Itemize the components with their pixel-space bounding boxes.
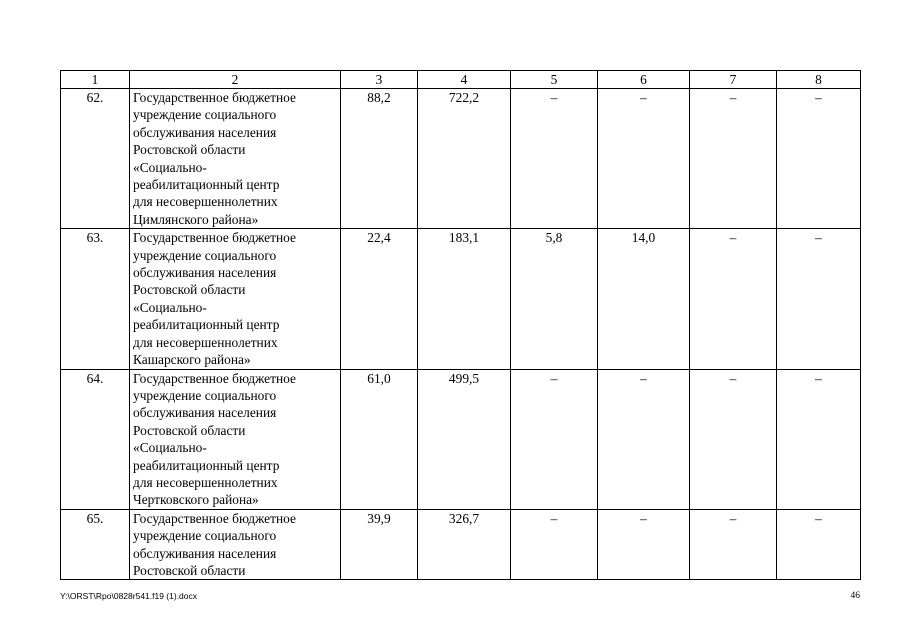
cell-col-3: 39,9 — [341, 509, 418, 580]
cell-col-6: – — [598, 509, 690, 580]
table-row — [61, 229, 861, 369]
column-header-4: 4 — [418, 71, 511, 89]
cell-col-3: 22,4 — [341, 229, 418, 369]
column-header-7: 7 — [690, 71, 777, 89]
cell-col-7: – — [690, 369, 777, 509]
cell-col-4: 183,1 — [418, 229, 511, 369]
column-header-3: 3 — [341, 71, 418, 89]
institution-name: Государственное бюджетное учреждение социального обслуживания населения Ростовской области — [130, 509, 341, 580]
column-number-row — [61, 71, 861, 89]
cell-col-7: – — [690, 229, 777, 369]
cell-col-6: – — [598, 89, 690, 229]
cell-col-5: – — [511, 89, 598, 229]
row-number: 65. — [61, 509, 130, 580]
column-header-8: 8 — [777, 71, 861, 89]
cell-col-8: – — [777, 89, 861, 229]
cell-col-4: 722,2 — [418, 89, 511, 229]
column-header-6: 6 — [598, 71, 690, 89]
column-header-5: 5 — [511, 71, 598, 89]
cell-col-7: – — [690, 89, 777, 229]
cell-col-8: – — [777, 509, 861, 580]
table-row — [61, 509, 861, 580]
cell-col-5: – — [511, 509, 598, 580]
cell-col-6: – — [598, 369, 690, 509]
cell-col-5: 5,8 — [511, 229, 598, 369]
column-header-2: 2 — [130, 71, 341, 89]
cell-col-8: – — [777, 229, 861, 369]
cell-col-3: 61,0 — [341, 369, 418, 509]
cell-col-8: – — [777, 369, 861, 509]
budget-table — [60, 70, 861, 580]
cell-col-4: 326,7 — [418, 509, 511, 580]
institution-name: Государственное бюджетное учреждение социального обслуживания населения Ростовской области «Социально- реабилитационный центр для несовершеннолетних Чертковского района» — [130, 369, 341, 509]
cell-col-5: – — [511, 369, 598, 509]
file-path-footer: Y:\ORST\Rpo\0828r541.f19 (1).docx — [60, 591, 198, 601]
table-row — [61, 89, 861, 229]
cell-col-6: 14,0 — [598, 229, 690, 369]
cell-col-7: – — [690, 509, 777, 580]
row-number: 62. — [61, 89, 130, 229]
institution-name: Государственное бюджетное учреждение социального обслуживания населения Ростовской области «Социально- реабилитационный центр для несовершеннолетних Кашарского района» — [130, 229, 341, 369]
row-number: 63. — [61, 229, 130, 369]
institution-name: Государственное бюджетное учреждение социального обслуживания населения Ростовской области «Социально- реабилитационный центр для несовершеннолетних Цимлянского района» — [130, 89, 341, 229]
cell-col-4: 499,5 — [418, 369, 511, 509]
page-number: 46 — [850, 591, 860, 601]
row-number: 64. — [61, 369, 130, 509]
cell-col-3: 88,2 — [341, 89, 418, 229]
table-row — [61, 369, 861, 509]
column-header-1: 1 — [61, 71, 130, 89]
